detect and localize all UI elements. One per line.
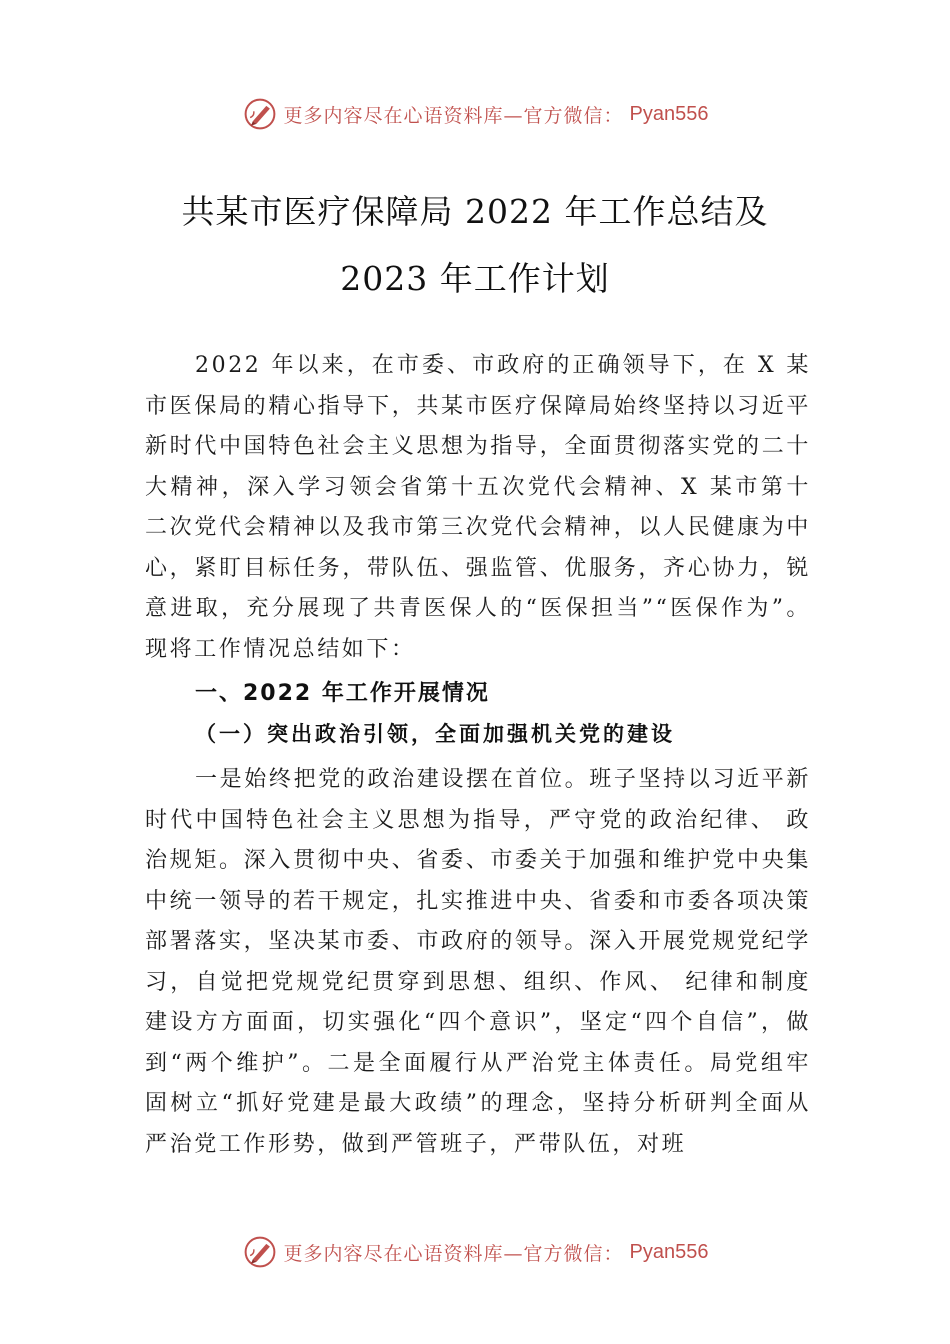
intro-paragraph: 2022 年以来，在市委、市政府的正确领导下，在 X 某市医保局的精心指导下，共某市医疗保障局始终坚持以习近平新时代中国特色社会主义思想为指导，全面贯彻落实党的二十大精神，深入学习领会省第十五次党代会精神、X 某市第十二次党代会精神以及我市第三次党代会精神，以人民健康为中心，紧盯目标任务，带队伍、强监管、优服务，齐心协力，锐意进取，充分展现了共青医保人的“医保担当”“医保作为”。现将工作情况总结如下：	[145, 353, 811, 662]
pen-logo-icon	[242, 96, 278, 132]
document-title-line-2: 2023 年工作计划	[340, 259, 610, 298]
watermark-wechat-id: Pyan556	[629, 102, 709, 125]
section-heading: 一、2022 年工作开展情况	[195, 681, 490, 706]
watermark-text: 更多内容尽在心语资料库—官方微信：	[283, 104, 624, 127]
footer-watermark-banner	[0, 1232, 950, 1272]
subsection-heading: （一）突出政治引领，全面加强机关党的建设	[195, 721, 675, 746]
pen-logo-icon	[242, 1234, 278, 1270]
watermark-text: 更多内容尽在心语资料库—官方微信：	[283, 1242, 624, 1265]
header-watermark-banner	[0, 94, 950, 134]
body-paragraph: 一是始终把党的政治建设摆在首位。班子坚持以习近平新时代中国特色社会主义思想为指导，严守党的政治纪律、 政治规矩。深入贯彻中央、省委、市委关于加强和维护党中央集中统一领导的若干规定，扎实推进中央、省委和市委各项决策部署落实，坚决某市委、市政府的领导。深入开展党规党纪学习，自觉把党规党纪贯穿到思想、组织、作风、 纪律和制度建设方方面面，切实强化“四个意识”，坚定“四个自信”，做到“两个维护”。二是全面履行从严治党主体责任。局党组牢固树立“抓好党建是最大政绩”的理念，坚持分析研判全面从严治党工作形势，做到严管班子，严带队伍，对班	[145, 767, 811, 1157]
watermark-wechat-id: Pyan556	[629, 1240, 709, 1263]
document-title-line-1: 共某市医疗保障局 2022 年工作总结及	[181, 192, 769, 231]
